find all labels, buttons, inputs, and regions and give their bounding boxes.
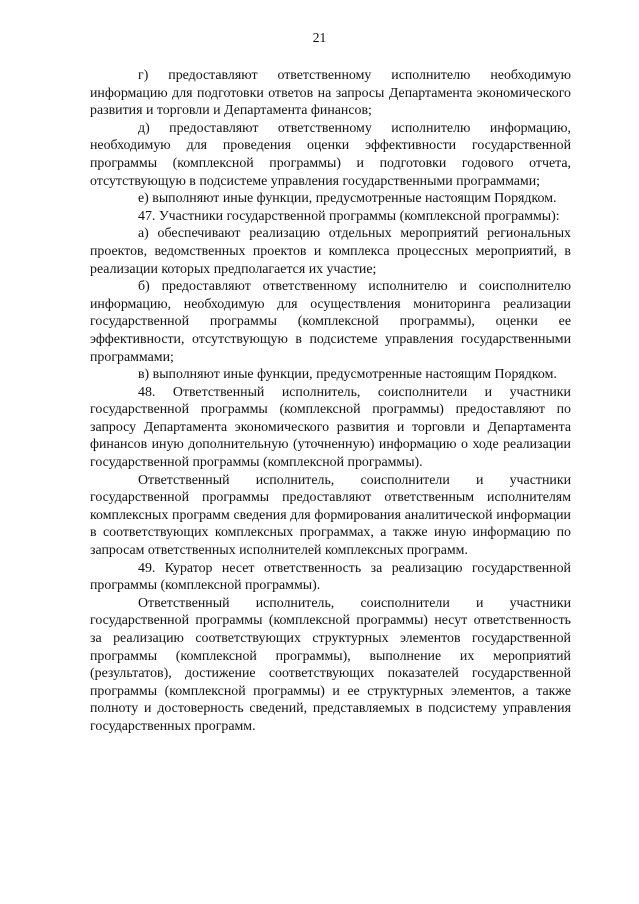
paragraph-49: 49. Куратор несет ответственность за реализацию государственной программы (комплексной программы). xyxy=(90,560,571,594)
paragraph-item-d: д) предоставляют ответственному исполнителю информацию, необходимую для проведения оценки эффективности государственной программы (комплексной программы) и подготовки годового отчета, отсутствующую в подсистеме управления государственными программами; xyxy=(90,120,571,189)
paragraph-item-a: а) обеспечивают реализацию отдельных мероприятий региональных проектов, ведомственных проектов и комплекса процессных мероприятий, в реализации которых предполагается их участие; xyxy=(90,226,571,277)
paragraph-48: 48. Ответственный исполнитель, соисполнители и участники государственной программы (комплексной программы) предоставляют по запросу Департамента экономического развития и торговли и Департамента финансов иную дополнительную (уточненную) информацию о ходе реализации государственной программы (комплексной программы). xyxy=(90,384,571,471)
page-body xyxy=(90,67,571,736)
paragraph-49-continued: Ответственный исполнитель, соисполнители и участники государственной программы (комплексной программы) несут ответственность за реализацию соответствующих структурных элементов государственной программы (комплексной программы), выполнение их мероприятий (результатов), достижение соответствующих показателей государственной программы (комплексной программы) и ее структурных элементов, а также полноту и достоверность сведений, представляемых в подсистему управления государственных программ. xyxy=(90,595,571,734)
paragraph-item-e: е) выполняют иные функции, предусмотренные настоящим Порядком. xyxy=(138,191,557,207)
paragraph-48-continued: Ответственный исполнитель, соисполнители и участники государственной программы предоставляют ответственным исполнителям комплексных программ сведения для формирования аналитической информации в соответствующих комплексных программах, а также иную информацию по запросам ответственных исполнителей комплексных программ. xyxy=(90,472,571,559)
paragraph-item-g: г) предоставляют ответственному исполнителю необходимую информацию для подготовки ответов на запросы Департамента экономического развития и торговли и Департамента финансов; xyxy=(90,68,571,119)
page-number: 21 xyxy=(312,30,327,45)
paragraph-item-b: б) предоставляют ответственному исполнителю и соисполнителю информацию, необходимую для осуществления мониторинга реализации государственной программы (комплексной программы), оценки ее эффективности, отсутствующую в подсистеме управления государственными программами; xyxy=(90,279,571,365)
paragraph-47: 47. Участники государственной программы (комплексной программы): xyxy=(138,208,560,224)
paragraph-item-v: в) выполняют иные функции, предусмотренные настоящим Порядком. xyxy=(138,367,557,383)
